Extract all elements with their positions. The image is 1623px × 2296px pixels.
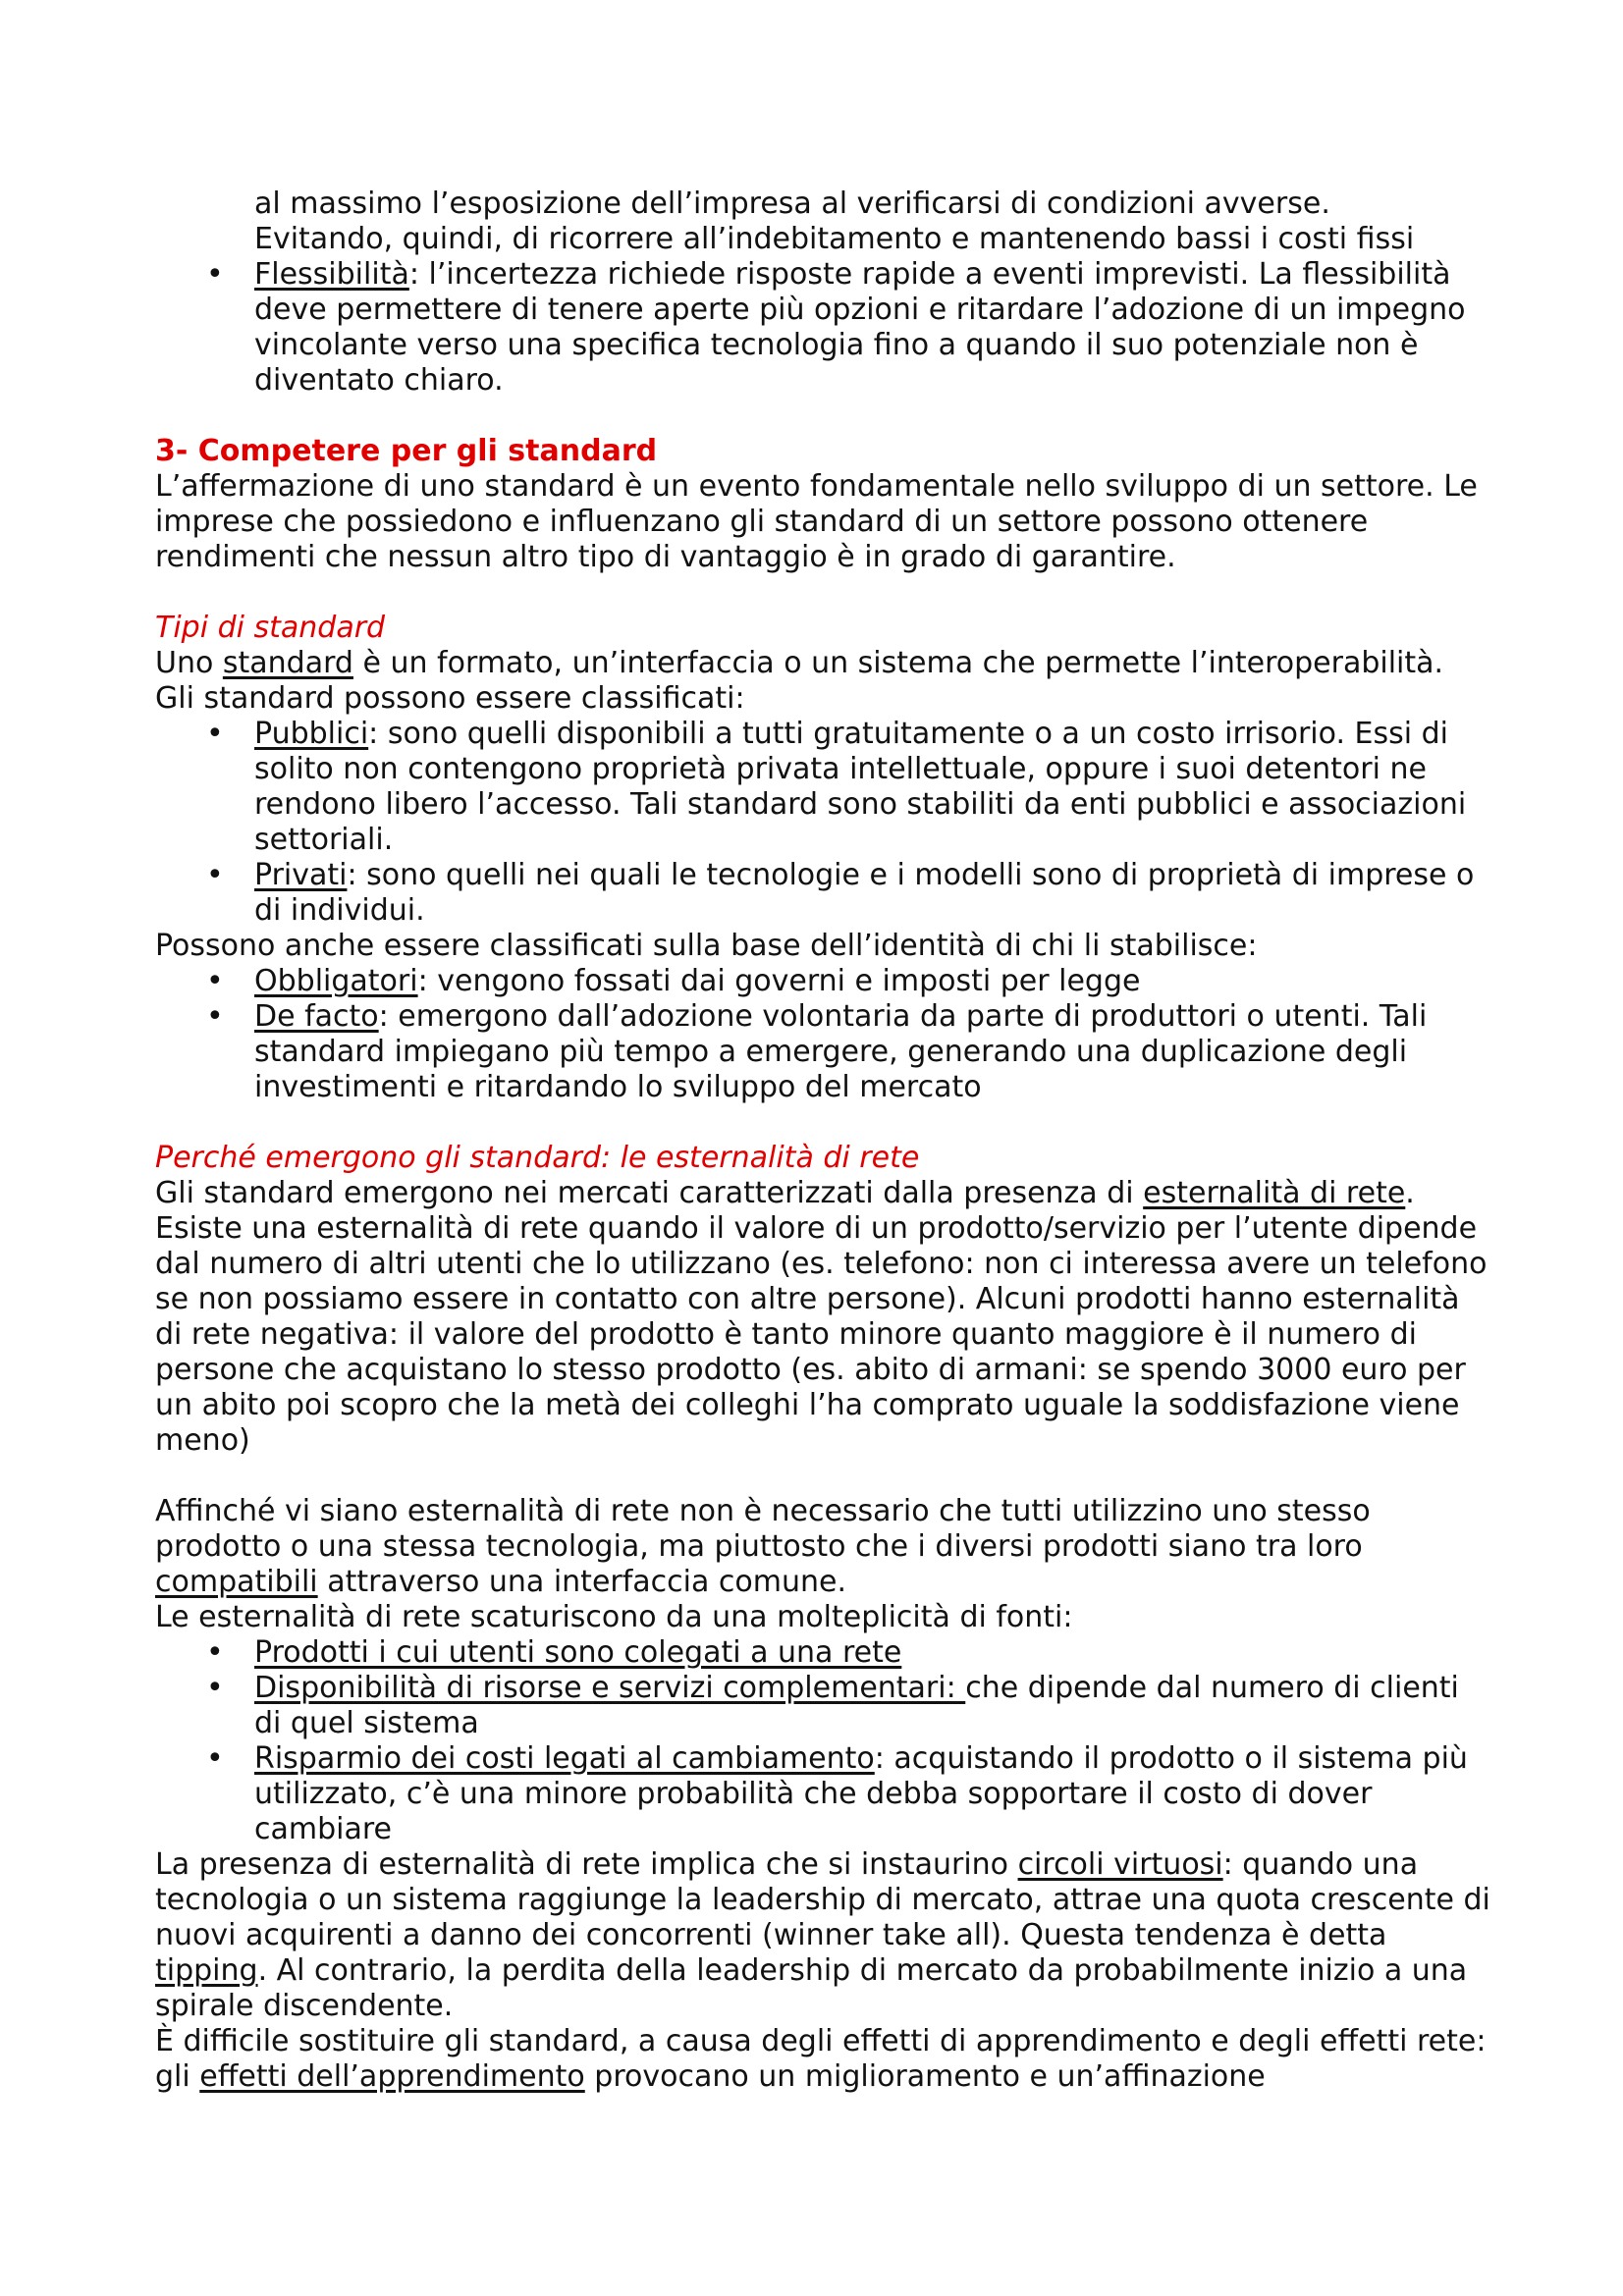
- list-item: • Pubblici: sono quelli disponibili a tutti gratuitamente o a un costo irrisorio. Essi di solito non contengono proprietà privata intellettuale, oppure i suoi detentori ne rendono libero l’accesso. Tali standard sono stabiliti da enti pubblici e associazioni settoriali.: [155, 717, 1490, 858]
- list-item: • De facto: emergono dall’adozione volontaria da parte di produttori o utenti. Tali standard impiegano più tempo a emergere, generando una duplicazione degli investimenti e ritardando lo sviluppo del mercato: [155, 999, 1490, 1105]
- list-item: • Flessibilità: l’incertezza richiede risposte rapide a eventi imprevisti. La flessibilità deve permettere di tenere aperte più opzioni e ritardare l’adozione di un impegno vincolante verso una specifica tecnologia fino a quando il suo potenziale non è diventato chiaro.: [155, 257, 1490, 399]
- section-heading: 3- Competere per gli standard: [155, 434, 658, 468]
- paragraph: Gli standard possono essere classificati:: [155, 681, 745, 716]
- subheading-perche: Perché emergono gli standard: le esternalità di rete: [155, 1141, 920, 1175]
- network-sources-list: [155, 1635, 1490, 1847]
- subheading-tipi: Tipi di standard: [155, 611, 386, 645]
- list-item: • Prodotti i cui utenti sono colegati a una rete: [155, 1635, 1490, 1671]
- paragraph: Possono anche essere classificati sulla base dell’identità di chi li stabilisce:: [155, 929, 1258, 963]
- paragraph: Uno standard è un formato, un’interfaccia o un sistema che permette l’interoperabilità.: [155, 646, 1444, 680]
- paragraph: La presenza di esternalità di rete implica che si instaurino circoli virtuosi: quando una tecnologia o un sistema raggiunge la leadership di mercato, attrae una quota crescente di nuovi acquirenti a danno dei concorrenti (winner take all). Questa tendenza è detta tipping. Al contrario, la perdita della leadership di mercato da probabilmente inizio a una spirale discendente.: [155, 1847, 1490, 2023]
- standard-origin-list: [155, 964, 1490, 1105]
- paragraph: Affinché vi siano esternalità di rete non è necessario che tutti utilizzino uno stesso prodotto o una stessa tecnologia, ma piuttosto che i diversi prodotti siano tra loro compatibili attraverso una interfaccia comune.: [155, 1494, 1371, 1599]
- document-page: [155, 187, 1490, 2095]
- list-item: • Disponibilità di risorse e servizi complementari: che dipende dal numero di clienti di quel sistema: [155, 1671, 1490, 1741]
- paragraph: L’affermazione di uno standard è un evento fondamentale nello sviluppo di un settore. Le imprese che possiedono e influenzano gli standard di un settore possono ottenere rendimenti che nessun altro tipo di vantaggio è in grado di garantire.: [155, 469, 1478, 574]
- continued-bullet-text: al massimo l’esposizione dell’impresa al verificarsi di condizioni avverse. Evitando, quindi, di ricorrere all’indebitamento e mantenendo bassi i costi fissi: [254, 187, 1415, 256]
- paragraph: È difficile sostituire gli standard, a causa degli effetti di apprendimento e degli effetti rete: gli effetti dell’apprendimento provocano un miglioramento e un’affinazione: [155, 2024, 1487, 2094]
- list-item: • Privati: sono quelli nei quali le tecnologie e i modelli sono di proprietà di imprese o di individui.: [155, 858, 1490, 929]
- continued-bullet: [155, 187, 1490, 257]
- list-item: • Obbligatori: vengono fossati dai governi e imposti per legge: [155, 964, 1490, 999]
- list-item: • Risparmio dei costi legati al cambiamento: acquistando il prodotto o il sistema più utilizzato, c’è una minore probabilità che debba sopportare il costo di dover cambiare: [155, 1741, 1490, 1847]
- flessibilita-list: [155, 257, 1490, 399]
- paragraph: Gli standard emergono nei mercati caratterizzati dalla presenza di esternalità di rete. Esiste una esternalità di rete quando il valore di un prodotto/servizio per l’utente dipende dal numero di altri utenti che lo utilizzano (es. telefono: non ci interessa avere un telefono se non possiamo essere in contatto con altre persone). Alcuni prodotti hanno esternalità di rete negativa: il valore del prodotto è tanto minore quanto maggiore è il numero di persone che acquistano lo stesso prodotto (es. abito di armani: se spendo 3000 euro per un abito poi scopro che la metà dei colleghi l’ha comprato uguale la soddisfazione viene meno): [155, 1176, 1488, 1458]
- standard-types-list: [155, 717, 1490, 929]
- paragraph: Le esternalità di rete scaturiscono da una molteplicità di fonti:: [155, 1600, 1073, 1634]
